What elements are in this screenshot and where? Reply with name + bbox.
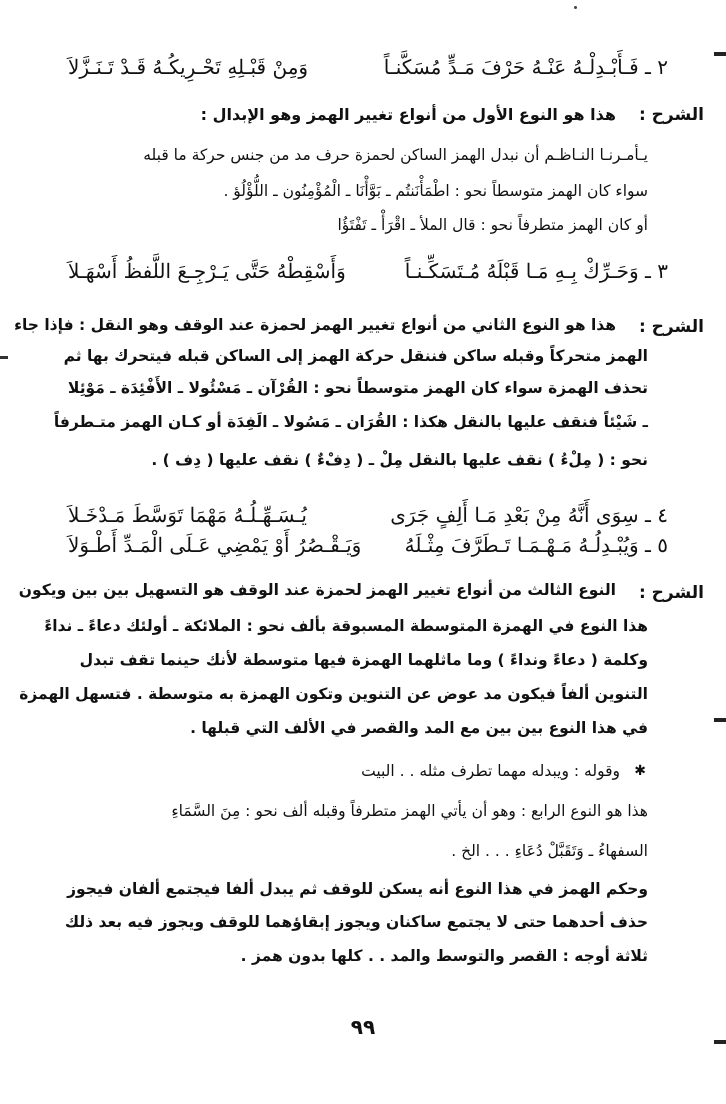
sharh-3-line: النوع الثالث من أنواع تغيير الهمز لحمزة عند الوقف هو التسهيل بين بين ويكون	[18, 581, 616, 599]
verse-5-first-hemistich: ٥ ـ وَيُبْـدِلُـهُ مَـهْـمَـا تَـطَرَّفَ مِثْـلَهُ	[404, 533, 668, 557]
sharh-3-line: هذا النوع في الهمزة المتوسطة المسبوقة بألف نحو : الملائكة ـ أولئك دعاءً ـ نداءً	[44, 617, 648, 635]
sharh-2-line: ـ شَيْئاً فنقف عليها بالنقل هكذا : القُرَان ـ مَسُولا ـ الَفِدَة أو كـان الهمز متـطرفاً	[53, 413, 648, 431]
final-line: حذف أحدهما حتى لا يجتمع ساكنان ويجوز إبقاؤهما للوقف ويجوز فيه بعد ذلك	[64, 913, 648, 931]
sharh-2-line: تحذف الهمزة سواء كان الهمز متوسطاً نحو : القُرْآن ـ مَسْئُولا ـ الأَفْئِدَة ـ مَوْئِلا	[67, 379, 648, 397]
verse-2-second-hemistich: وَمِنْ قَبْـلِهِ تَحْـرِيكُـهُ قَـدْ تَـنَـزَّلاَ	[68, 55, 309, 79]
scan-edge-mark	[714, 718, 726, 722]
verse-2-first-hemistich: ٢ ـ فَـأَبْـدِلْـهُ عَنْـهُ حَرْفَ مَـدٍّ مُسَكَّنـاً	[383, 55, 668, 79]
sharh-2-line: نحو : ( مِلْءُ ) نقف عليها بالنقل مِلْ ـ ( دِفْءٌ ) نقف عليها ( دِف ) .	[151, 451, 648, 469]
verse-5-second-hemistich: وَيَـقْـصُرُ أَوْ يَمْضِي عَـلَى الْمَـدِّ أَطْـوَلاَ	[68, 533, 362, 557]
sharh-label: الشرح :	[638, 105, 704, 125]
final-line: ثلاثة أوجه : القصر والتوسط والمد . . كلها بدون همز .	[240, 947, 648, 965]
sharh-1-heading: هذا هو النوع الأول من أنواع تغيير الهمز وهو الإبدال :	[200, 105, 616, 124]
sharh-2-line: هذا هو النوع الثاني من أنواع تغيير الهمز لحمزة عند الوقف وهو النقل : فإذا جاء	[14, 316, 616, 334]
scan-edge-mark	[0, 356, 8, 359]
sharh-label: الشرح :	[638, 583, 704, 603]
final-line: وحكم الهمز في هذا النوع أنه يسكن للوقف ثم يبدل ألفا فيجتمع ألفان فيجوز	[67, 880, 648, 898]
verse-4-first-hemistich: ٤ ـ سِوَى أَنَّهُ مِنْ بَعْدِ مَـا أَلِفٍ جَرَى	[390, 503, 668, 527]
sharh-3-line: في هذا النوع بين بين مع المد والقصر في الألف التي قبلها .	[190, 719, 648, 737]
star-marker: ✱	[634, 763, 646, 779]
sharh-2-line: الهمز متحركاً وقبله ساكن فننقل حركة الهمز إلى الساكن قبله فيتحرك بها ثم	[63, 347, 648, 365]
scan-edge-mark	[714, 52, 726, 56]
sharh-label: الشرح :	[638, 317, 704, 337]
scan-speck	[574, 6, 577, 9]
note-quote: وقوله : ويبدله مهما تطرف مثله . . البيت	[361, 762, 620, 780]
verse-3-first-hemistich: ٣ ـ وَحَـرِّكْ بِـهِ مَـا قَبْلَهُ مُـتَسَكِّـنـاً	[404, 259, 668, 283]
sharh-1-line: سواء كان الهمز متوسطاً نحو : اطْمَأْنَنتُم ـ بَوَّأْنَا ـ الْمُؤْمِنُون ـ اللُّؤْلُؤ .	[223, 182, 648, 200]
scan-edge-mark	[714, 1040, 726, 1044]
verse-3-second-hemistich: وَأَسْقِطْهُ حَتَّى يَـرْجِـعَ اللَّفظُ أَسْهَـلاَ	[68, 259, 346, 283]
sharh-1-line: يـأمـرنـا النـاظـم أن نبدل الهمز الساكن لحمزة حرف مد من جنس حركة ما قبله	[143, 146, 648, 164]
sharh-1-line: أو كان الهمز متطرفاً نحو : قال الملأ ـ اقْرَأْ ـ تَفْتَؤُا	[337, 216, 648, 234]
sharh-3-line: التنوين ألفاً فيكون مد عوض عن التنوين وتكون الهمزة به متوسطة . فتسهل الهمزة	[19, 685, 648, 703]
note-line: السفهاءُ ـ وَتَقَبَّلْ دُعَاءِ . . . الخ .	[451, 842, 648, 860]
page-number: ٩٩	[350, 1015, 376, 1039]
note-line: هذا هو النوع الرابع : وهو أن يأتي الهمز متطرفاً وقبله ألف نحو : مِنَ السَّمَاءِ	[171, 802, 648, 820]
verse-4-second-hemistich: يُـسَـهِّـلُـهُ مَهْمَا تَوَسَّطَ مَـدْخَـلاَ	[68, 503, 307, 527]
sharh-3-line: وكلمة ( دعاءً ونداءً ) وما ماثلهما الهمزة فيها متوسطة لأنك حينما تقف تبدل	[79, 651, 648, 669]
